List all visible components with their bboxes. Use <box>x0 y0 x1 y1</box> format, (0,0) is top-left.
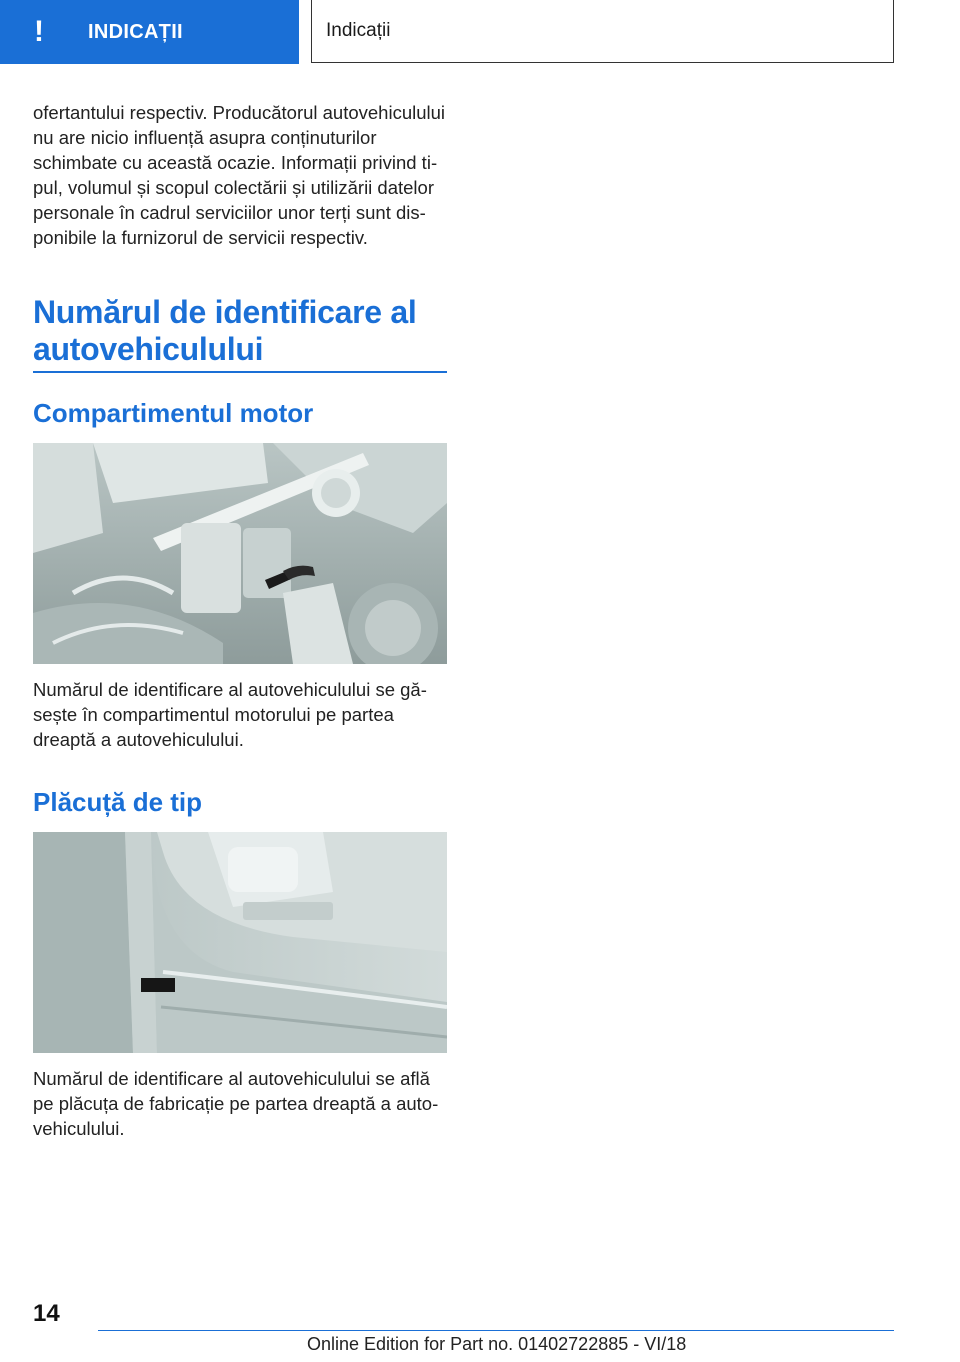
intro-block <box>33 100 447 250</box>
engine-subsection-title: Compartimentul motor <box>33 398 314 428</box>
engine-caption: Numărul de identificare al autovehiculului se găsește în compartimentul motorului pe partea dreaptă a autovehiculului. <box>33 679 427 750</box>
exclamation-icon: ! <box>34 15 44 48</box>
section-tab <box>311 0 894 63</box>
chapter-tab <box>0 0 299 64</box>
type-plate-image <box>33 832 447 1053</box>
plate-caption: Numărul de identificare al autovehiculului se află pe plăcuța de fabricație pe partea dreaptă a autovehiculului. <box>33 1068 439 1139</box>
section-title: Numărul de identificare al autovehiculului <box>33 294 417 367</box>
intro-paragraph: ofertantului respectiv. Producătorul autovehiculului nu are nicio influență asupra conținuturilor schimbate cu această ocazie. Informații privind tipul, volumul și scopul colectării și utilizării datelor personale în cadrul serviciilor unor terți sunt disponibile la furnizorul de servicii respectiv. <box>33 102 446 248</box>
engine-caption-block <box>33 677 447 752</box>
edition-footer: Online Edition for Part no. 01402722885 - VI/18 <box>307 1334 687 1354</box>
plate-caption-block <box>33 1066 447 1141</box>
footer-rule <box>98 1330 894 1331</box>
chapter-label: INDICAȚII <box>88 20 183 43</box>
plate-subsection-title: Plăcuță de tip <box>33 787 203 817</box>
section-rule <box>33 371 447 373</box>
page-number: 14 <box>33 1300 60 1327</box>
engine-compartment-image <box>33 443 447 664</box>
section-label: Indicații <box>326 20 391 41</box>
